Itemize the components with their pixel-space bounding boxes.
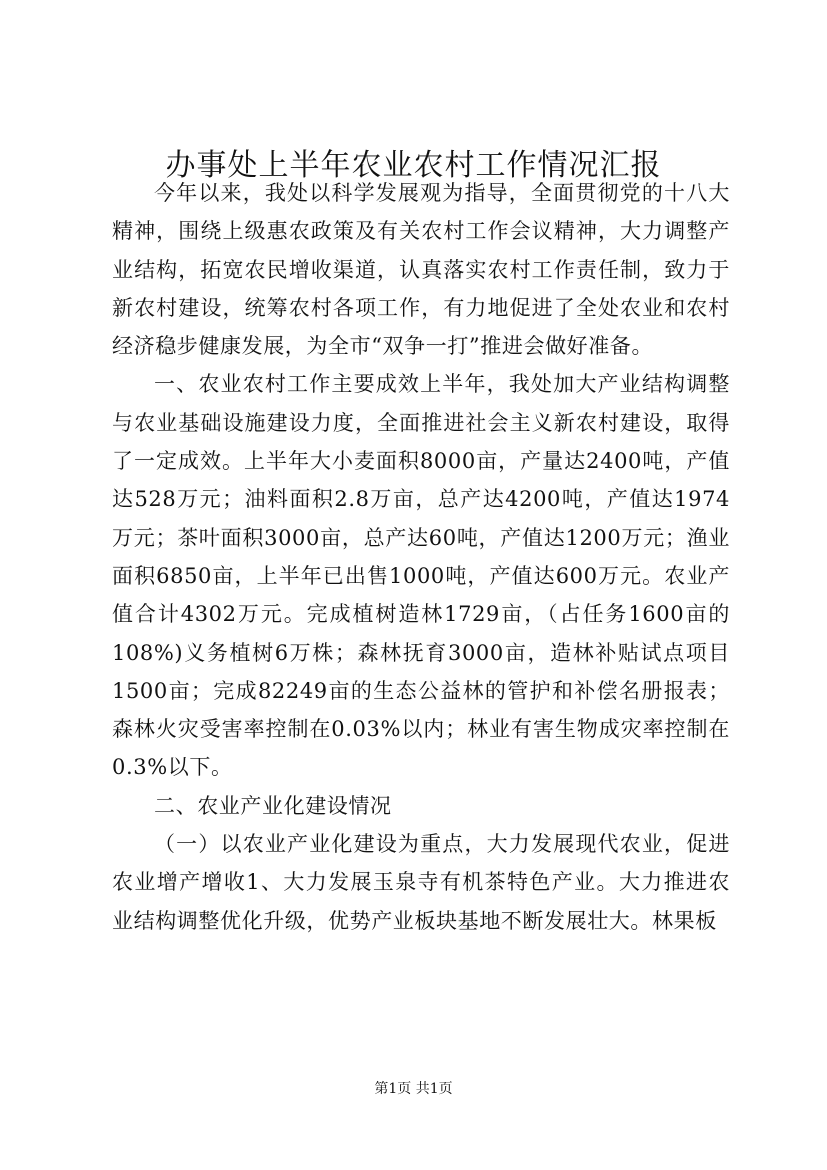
page-footer: 第1页 共1页	[374, 1081, 453, 1097]
document-body	[112, 174, 730, 940]
paragraph-subsection-one: （一）以农业产业化建设为重点，大力发展现代农业，促进农业增产增收1、大力发展玉泉寺有机茶特色产业。大力推进农业结构调整优化升级，优势产业板块基地不断发展壮大。林果板	[112, 832, 730, 933]
paragraph-section-one: 一、农业农村工作主要成效上半年，我处加大产业结构调整与农业基础设施建设力度，全面推进社会主义新农村建设，取得了一定成效。上半年大小麦面积8000亩，产量达2400吨，产值达528万元；油料面积2.8万亩，总产达4200吨，产值达1974万元；茶叶面积3000亩，总产达60吨，产值达1200万元；渔业面积6850亩，上半年已出售1000吨，产值达600万元。农业产值合计4302万元。完成植树造林1729亩，（占任务1600亩的108%)义务植树6万株；森林抚育3000亩，造林补贴试点项目1500亩；完成82249亩的生态公益林的管护和补偿名册报表；森林火灾受害率控制在0.03%以内；林业有害生物成灾率控制在0.3%以下。	[112, 372, 730, 780]
paragraph-intro: 今年以来，我处以科学发展观为指导，全面贯彻党的十八大精神，围绕上级惠农政策及有关农村工作会议精神，大力调整产业结构，拓宽农民增收渠道，认真落实农村工作责任制，致力于新农村建设，统筹农村各项工作，有力地促进了全处农业和农村经济稳步健康发展，为全市“双争一打”推进会做好准备。	[112, 181, 730, 359]
section-heading-two: 二、农业产业化建设情况	[154, 793, 392, 818]
document-title: 办事处上半年农业农村工作情况汇报	[165, 148, 662, 183]
